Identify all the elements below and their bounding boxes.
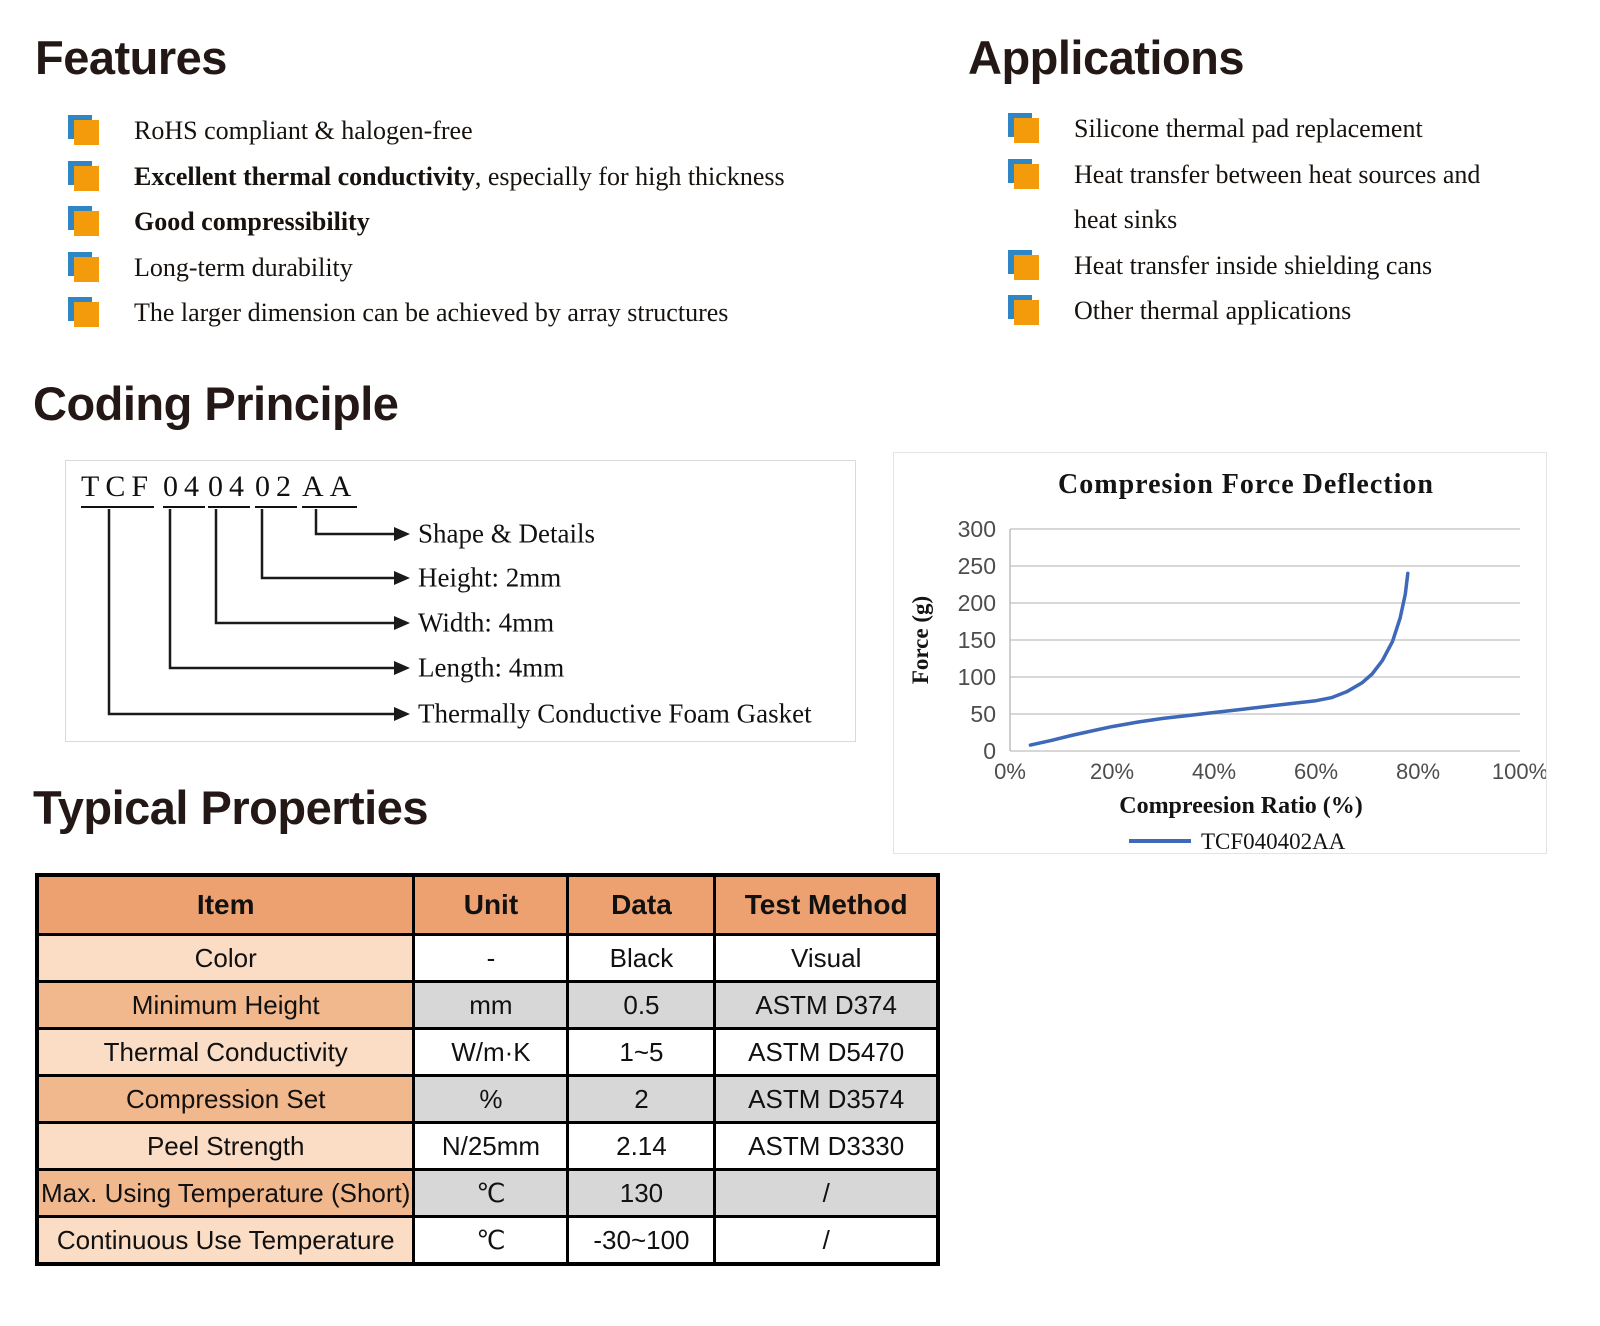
table-cell-item: Peel Strength (37, 1123, 414, 1170)
svg-text:0%: 0% (994, 759, 1026, 784)
gridlines (1010, 529, 1520, 751)
table-cell-unit: % (414, 1076, 568, 1123)
table-cell-test: ASTM D3330 (715, 1123, 938, 1170)
column-header-test-method: Test Method (715, 875, 938, 935)
svg-text:100%: 100% (1491, 759, 1546, 784)
table-cell-data: 130 (568, 1170, 715, 1217)
chart-title: Compresion Force Deflection (1058, 469, 1434, 500)
column-header-data: Data (568, 875, 715, 935)
y-tick-labels (958, 516, 996, 764)
table-cell-data: 0.5 (568, 982, 715, 1029)
feature-text: The larger dimension can be achieved by array structures (134, 298, 729, 327)
svg-text:50: 50 (970, 701, 996, 727)
table-cell-data: -30~100 (568, 1217, 715, 1265)
table-row (37, 1029, 938, 1076)
y-axis-title: Force (g) (908, 595, 933, 685)
features-title: Features (35, 31, 227, 84)
compression-force-chart-panel (893, 452, 1547, 854)
code-segment-prefix: TCF (81, 471, 154, 508)
typical-properties-table (35, 873, 940, 1266)
table-cell-unit: - (414, 935, 568, 982)
table-row (37, 982, 938, 1029)
series-line (1030, 573, 1407, 745)
feature-text: Long-term durability (134, 252, 353, 282)
bullet-square-icon (68, 115, 101, 148)
table-row (37, 1123, 938, 1170)
svg-text:200: 200 (957, 590, 996, 616)
svg-text:150: 150 (957, 627, 996, 653)
application-item (1008, 106, 1523, 152)
table-cell-unit: ℃ (414, 1217, 568, 1265)
code-label-shape: Shape & Details (418, 518, 595, 549)
table-cell-item: Compression Set (37, 1076, 414, 1123)
table-cell-test: / (715, 1217, 938, 1265)
code-segment-height: 02 (255, 471, 297, 508)
application-text: Other thermal applications (1074, 296, 1352, 325)
application-item (1008, 243, 1523, 289)
table-cell-data: 1~5 (568, 1029, 715, 1076)
coding-diagram (65, 460, 856, 742)
table-cell-test: Visual (715, 935, 938, 982)
svg-text:60%: 60% (1293, 759, 1339, 784)
bullet-square-icon (68, 161, 101, 194)
table-row (37, 935, 938, 982)
applications-list (1008, 106, 1523, 334)
table-row (37, 1076, 938, 1123)
bullet-square-icon (1008, 159, 1041, 192)
feature-text: , especially for high thickness (474, 161, 785, 191)
code-segment-width: 04 (208, 471, 250, 508)
table-cell-item: Color (37, 935, 414, 982)
column-header-item: Item (37, 875, 414, 935)
table-cell-item: Continuous Use Temperature (37, 1217, 414, 1265)
application-text: Heat transfer between heat sources and heat sinks (1074, 159, 1481, 234)
table-cell-item: Minimum Height (37, 982, 414, 1029)
code-segment-shape: AA (302, 471, 357, 508)
bullet-square-icon (1008, 295, 1041, 328)
table-cell-test: / (715, 1170, 938, 1217)
feature-text: RoHS compliant & halogen-free (134, 116, 473, 145)
svg-text:80%: 80% (1395, 759, 1441, 784)
table-header-row (37, 875, 938, 935)
table-cell-data: Black (568, 935, 715, 982)
x-axis-title: Compreesion Ratio (%) (1119, 793, 1363, 819)
svg-text:0: 0 (983, 738, 996, 764)
table-cell-test: ASTM D5470 (715, 1029, 938, 1076)
feature-item (68, 290, 913, 336)
table-row (37, 1217, 938, 1265)
table-cell-item: Max. Using Temperature (Short) (37, 1170, 414, 1217)
features-list (68, 108, 913, 336)
table-cell-unit: mm (414, 982, 568, 1029)
bullet-square-icon (68, 297, 101, 330)
code-label-length: Length: 4mm (418, 652, 565, 683)
legend-label: TCF040402AA (1201, 829, 1346, 853)
x-tick-labels (994, 759, 1546, 784)
coding-principle-title: Coding Principle (33, 377, 399, 430)
compression-force-chart (894, 453, 1546, 853)
svg-text:40%: 40% (1191, 759, 1237, 784)
bullet-square-icon (68, 206, 101, 239)
svg-text:250: 250 (957, 553, 996, 579)
table-cell-item: Thermal Conductivity (37, 1029, 414, 1076)
bullet-square-icon (68, 252, 101, 285)
table-cell-unit: ℃ (414, 1170, 568, 1217)
application-text: Heat transfer inside shielding cans (1074, 250, 1433, 280)
feature-item (68, 245, 913, 291)
code-segment-length: 04 (163, 471, 205, 508)
feature-item (68, 108, 913, 154)
typical-properties-title: Typical Properties (33, 781, 428, 834)
table-row (37, 1170, 938, 1217)
feature-item (68, 199, 913, 245)
feature-text-bold: Good compressibility (134, 207, 370, 236)
code-label-width: Width: 4mm (418, 607, 555, 638)
svg-text:100: 100 (957, 664, 996, 690)
code-label-product: Thermally Conductive Foam Gasket (418, 698, 812, 729)
table-cell-test: ASTM D3574 (715, 1076, 938, 1123)
table-cell-test: ASTM D374 (715, 982, 938, 1029)
svg-text:20%: 20% (1089, 759, 1135, 784)
table-cell-unit: N/25mm (414, 1123, 568, 1170)
feature-text-bold: Excellent thermal conductivity (134, 161, 475, 191)
table-cell-data: 2.14 (568, 1123, 715, 1170)
svg-text:300: 300 (957, 516, 996, 542)
application-item (1008, 288, 1523, 334)
table-cell-data: 2 (568, 1076, 715, 1123)
applications-title: Applications (968, 31, 1245, 84)
column-header-unit: Unit (414, 875, 568, 935)
code-label-height: Height: 2mm (418, 562, 562, 593)
table-cell-unit: W/m·K (414, 1029, 568, 1076)
application-item (1008, 152, 1523, 243)
feature-item (68, 154, 913, 200)
bullet-square-icon (1008, 113, 1041, 146)
application-text: Silicone thermal pad replacement (1074, 114, 1423, 143)
bullet-square-icon (1008, 250, 1041, 283)
